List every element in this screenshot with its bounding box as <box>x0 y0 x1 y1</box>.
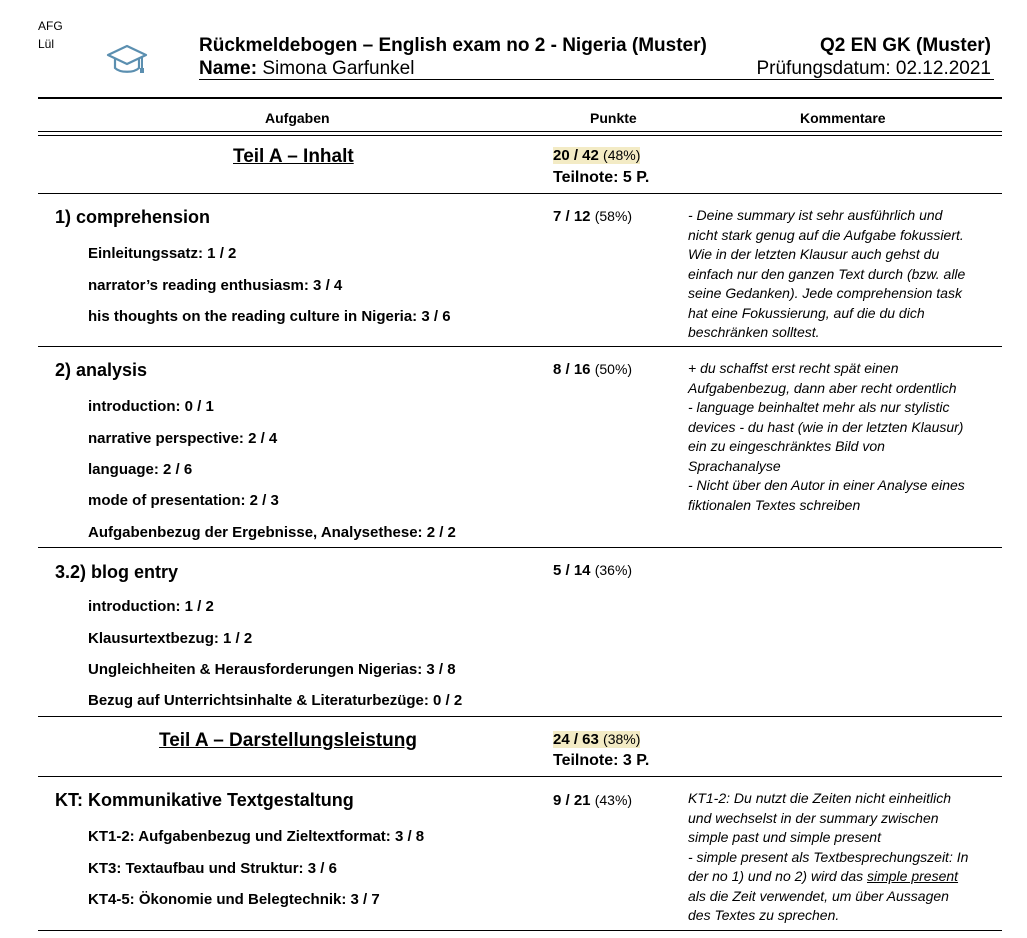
comment-line: Aufgabenbezug, dann aber recht ordentlich <box>688 379 957 396</box>
task-title-comprehension: 1) comprehension <box>55 207 211 227</box>
comment-line: der no 1) und no 2) wird das simple present <box>688 868 959 884</box>
name-label: Name: <box>199 58 258 79</box>
row-divider <box>38 930 1002 931</box>
row-divider <box>38 193 1002 194</box>
comment-line: seine Gedanken). Jede comprehension task <box>688 285 962 301</box>
task-title-blog-entry: 3.2) blog entry <box>55 562 179 582</box>
subtask-item: language: 2 / 6 <box>88 461 193 478</box>
row-divider <box>38 346 1002 347</box>
comment-line: - Deine summary ist sehr ausführlich und <box>688 207 943 223</box>
subtask-item: Aufgabenbezug der Ergebnisse, Analysethese: 2 / 2 <box>88 524 456 541</box>
task-title-kt: KT: Kommunikative Textgestaltung <box>55 790 354 810</box>
school-line-1: AFG <box>38 19 63 33</box>
table-top-rule <box>38 97 1002 99</box>
subtask-item: introduction: 0 / 1 <box>88 398 214 415</box>
subtask-item: Bezug auf Unterrichtsinhalte & Literaturbezüge: 0 / 2 <box>88 692 463 709</box>
name-value: Simona Garfunkel <box>262 58 415 79</box>
section-grade-content: Teilnote: 5 P. <box>553 169 650 186</box>
subtask-item: KT1-2: Aufgabenbezug und Zieltextformat: 3 / 8 <box>88 828 425 845</box>
comment-line: und wechselst in der summary zwischen <box>688 809 939 826</box>
comment-line: ein zu eingeschränktes Bild von <box>688 438 885 454</box>
comment-line: simple past und simple present <box>688 829 881 845</box>
school-line-2: Lül <box>38 37 55 51</box>
task-score-kt: 9 / 21 (43%) <box>553 792 633 809</box>
school-code <box>38 17 63 53</box>
comment-line: devices - du hast (wie in der letzten Klausur) <box>688 418 964 435</box>
subtask-item: narrator’s reading enthusiasm: 3 / 4 <box>88 277 343 294</box>
subtask-item: his thoughts on the reading culture in Nigeria: 3 / 6 <box>88 308 451 325</box>
column-header-points: Punkte <box>590 110 637 126</box>
section-score-form <box>553 731 640 748</box>
section-grade-form: Teilnote: 3 P. <box>553 752 650 769</box>
score-highlight: 20 / 42 (48%) <box>553 147 641 164</box>
task-score-comprehension: 7 / 12 (58%) <box>553 208 633 225</box>
course-label: Q2 EN GK (Muster) <box>819 35 991 56</box>
header-underline <box>199 79 994 80</box>
comment-line: Sprachanalyse <box>688 457 781 474</box>
comment-line: hat eine Fokussierung, auf die du dich <box>688 304 925 321</box>
exam-date: Prüfungsdatum: 02.12.2021 <box>756 58 991 79</box>
comment-line: nicht stark genug auf die Aufgabe fokussiert. <box>688 226 964 243</box>
section-score-content <box>553 147 640 164</box>
comment-comprehension <box>688 206 1006 343</box>
comment-kt <box>688 789 1006 926</box>
comment-line: - simple present als Textbesprechungszeit: In <box>688 848 969 865</box>
comment-line: KT1-2: Du nutzt die Zeiten nicht einheitlich <box>688 790 952 806</box>
section-title-form: Teil A – Darstellungsleistung <box>159 730 417 751</box>
header-rule-1 <box>38 131 1002 132</box>
section-title-content: Teil A – Inhalt <box>233 146 354 167</box>
task-score-blog-entry: 5 / 14 (36%) <box>553 562 633 579</box>
subtask-item: Klausurtextbezug: 1 / 2 <box>88 630 253 647</box>
subtask-item: narrative perspective: 2 / 4 <box>88 430 278 447</box>
subtask-item: Einleitungssatz: 1 / 2 <box>88 245 237 262</box>
task-title-analysis: 2) analysis <box>55 360 148 380</box>
subtask-item: mode of presentation: 2 / 3 <box>88 492 279 509</box>
student-name <box>199 58 414 80</box>
comment-analysis <box>688 359 1006 515</box>
task-score-analysis: 8 / 16 (50%) <box>553 361 633 378</box>
column-header-tasks: Aufgaben <box>265 110 330 126</box>
comment-line: fiktionalen Textes schreiben <box>688 496 861 513</box>
column-header-comments: Kommentare <box>800 110 886 126</box>
comment-line: einfach nur den ganzen Text durch (bzw. alle <box>688 265 966 282</box>
document-title: Rückmeldebogen – English exam no 2 - Nigeria (Muster) <box>199 35 707 56</box>
comment-line: des Textes zu sprechen. <box>688 907 840 923</box>
comment-line: als die Zeit verwendet, um über Aussagen <box>688 887 949 904</box>
subtask-item: Ungleichheiten & Herausforderungen Nigerias: 3 / 8 <box>88 661 456 678</box>
underlined-term: simple present <box>867 868 959 884</box>
score-highlight: 24 / 63 (38%) <box>553 731 641 748</box>
subtask-item: KT3: Textaufbau und Struktur: 3 / 6 <box>88 860 337 877</box>
comment-line: - language beinhaltet mehr als nur stylistic <box>688 399 950 415</box>
comment-line: Wie in der letzten Klausur auch gehst du <box>688 246 940 262</box>
row-divider <box>38 547 1002 548</box>
comment-line: - Nicht über den Autor in einer Analyse eines <box>688 477 965 493</box>
row-divider <box>38 776 1002 777</box>
comment-line: beschränken solltest. <box>688 324 820 340</box>
row-divider <box>38 716 1002 717</box>
subtask-item: introduction: 1 / 2 <box>88 598 214 615</box>
graduation-cap-icon <box>106 42 148 78</box>
subtask-item: KT4-5: Ökonomie und Belegtechnik: 3 / 7 <box>88 891 380 908</box>
comment-line: + du schaffst erst recht spät einen <box>688 360 899 376</box>
header-rule-2 <box>38 135 1002 136</box>
